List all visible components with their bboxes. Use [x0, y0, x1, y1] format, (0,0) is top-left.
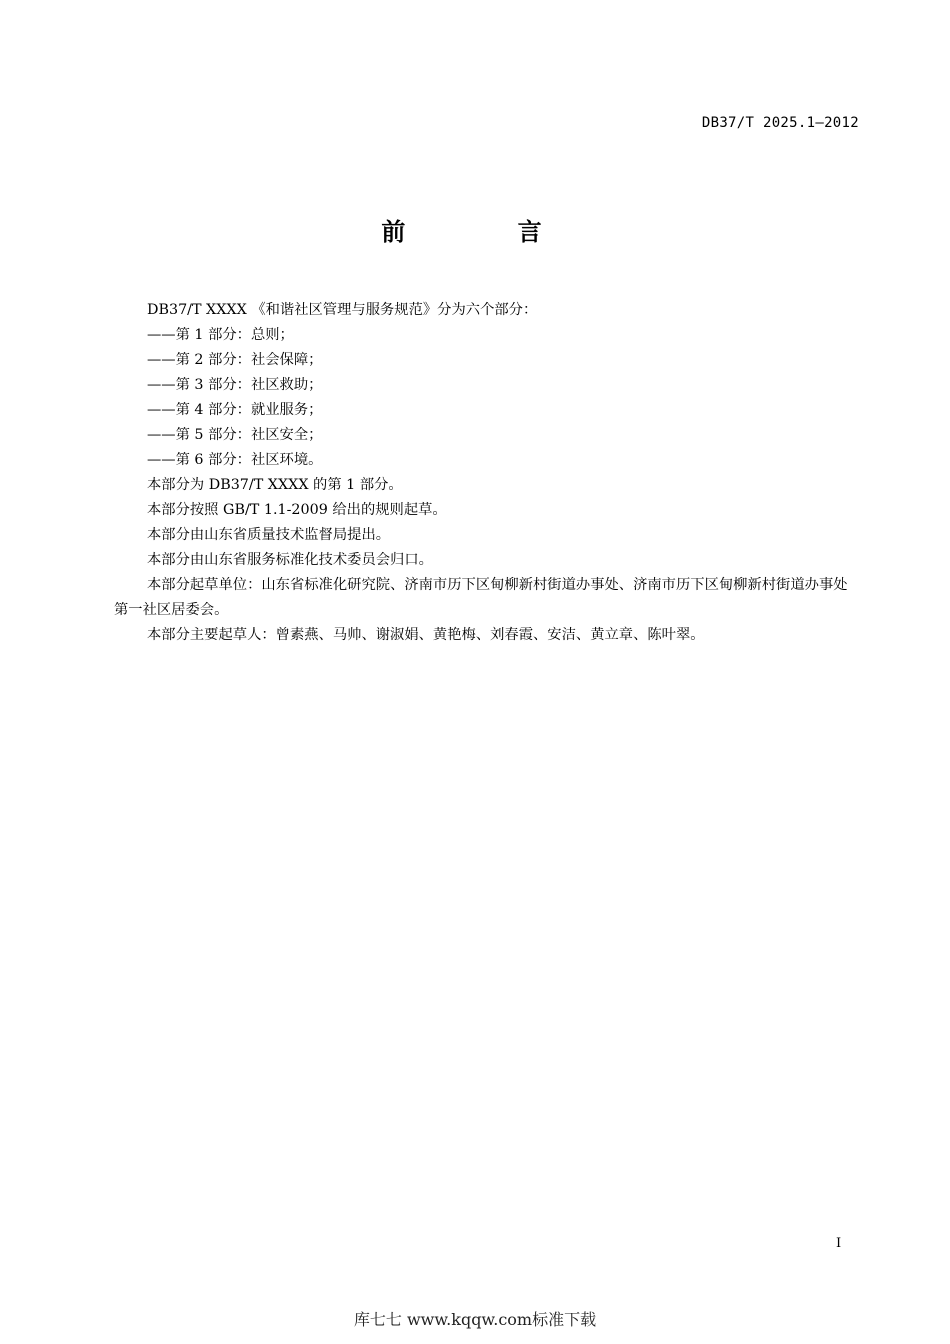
paragraph: ——第 6 部分：社区环境。	[147, 452, 323, 468]
paragraph: 本部分主要起草人：曾素燕、马帅、谢淑娟、黄艳梅、刘春霞、安洁、黄立章、陈叶翠。	[147, 627, 705, 643]
page-number: I	[836, 1236, 842, 1251]
paragraph: ——第 1 部分：总则；	[147, 327, 294, 343]
paragraph: 本部分起草单位：山东省标准化研究院、济南市历下区甸柳新村街道办事处、济南市历下区甸柳新村街道办事处第一社区居委会。	[114, 577, 848, 618]
page-title: 前 言	[381, 218, 594, 246]
paragraph: 本部分为 DB37/T XXXX 的第 1 部分。	[147, 477, 403, 493]
paragraph: ——第 3 部分：社区救助；	[147, 377, 323, 393]
paragraph: ——第 5 部分：社区安全；	[147, 427, 323, 443]
document-code: DB37/T 2025.1—2012	[701, 115, 859, 131]
preface-body	[114, 298, 861, 648]
watermark-text: 库七七 www.kqqw.com标准下载	[353, 1310, 597, 1329]
paragraph: 本部分由山东省质量技术监督局提出。	[147, 527, 391, 543]
paragraph: 本部分由山东省服务标准化技术委员会归口。	[147, 552, 433, 568]
paragraph: DB37/T XXXX 《和谐社区管理与服务规范》分为六个部分：	[147, 302, 538, 318]
paragraph: ——第 4 部分：就业服务；	[147, 402, 323, 418]
paragraph: ——第 2 部分：社会保障；	[147, 352, 323, 368]
paragraph: 本部分按照 GB/T 1.1-2009 给出的规则起草。	[147, 502, 447, 518]
